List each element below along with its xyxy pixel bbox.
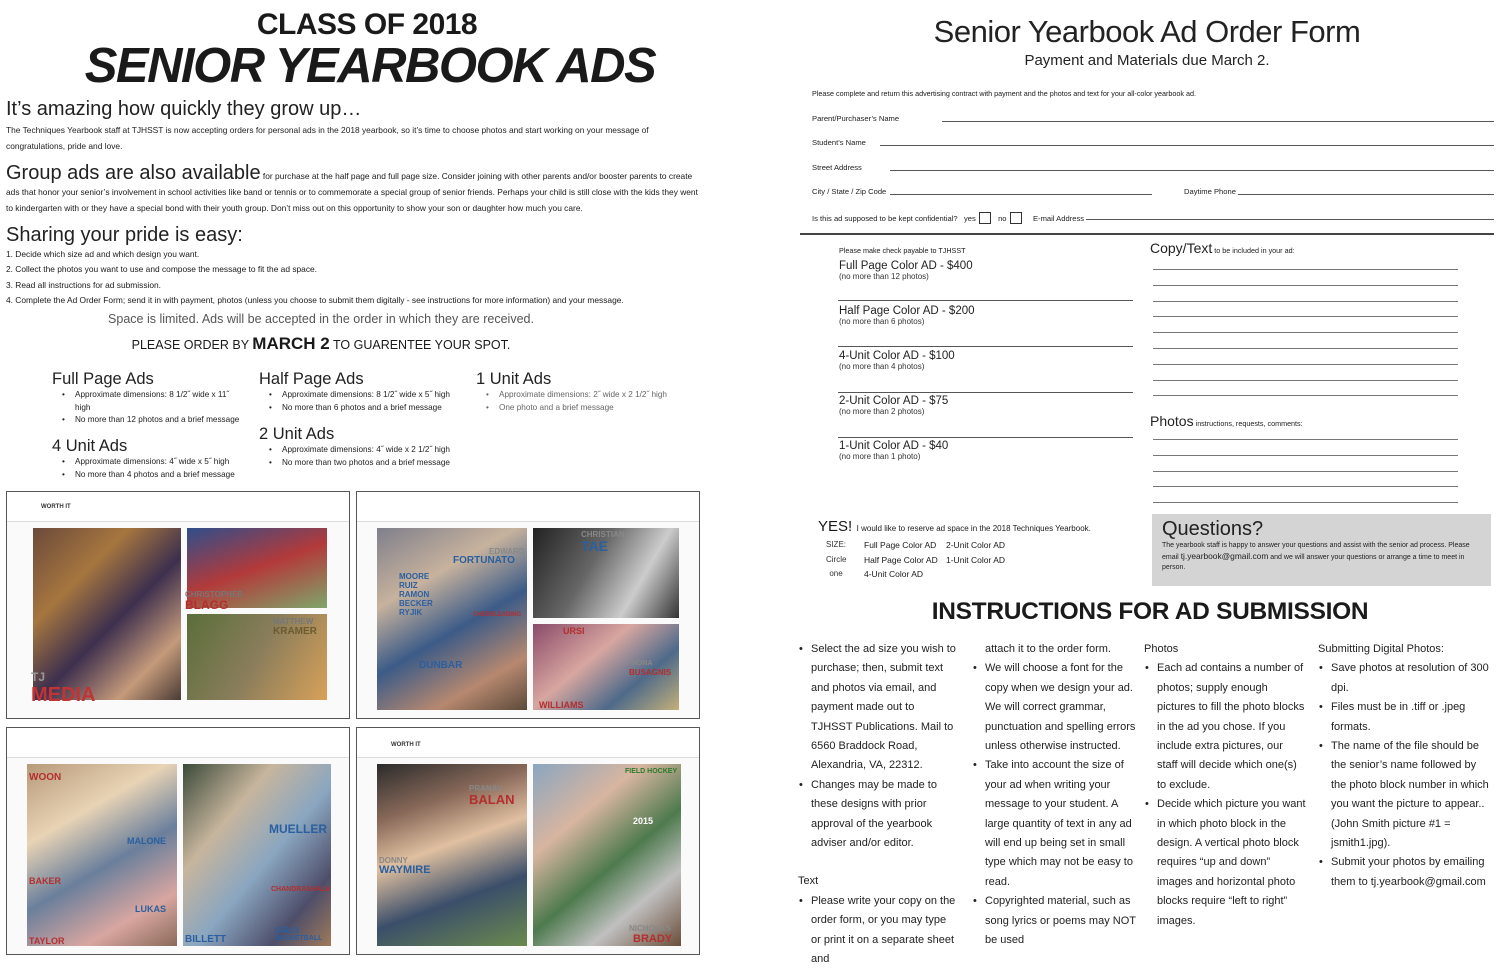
sample-name: WOON	[29, 772, 62, 783]
parent-name-field[interactable]	[942, 121, 1494, 122]
size-option[interactable]: Half Page Color AD	[864, 554, 938, 565]
student-name-field[interactable]	[880, 145, 1494, 146]
spread-header-label: WORTH IT	[391, 742, 421, 748]
sample-name: TAE	[581, 538, 608, 554]
ad-spec: • One photo and a brief message	[492, 402, 676, 415]
sample-name: BASKETBALL	[275, 935, 323, 942]
circle-label: Circle	[826, 554, 847, 564]
digital-subheading: Submitting Digital Photos:	[1318, 643, 1444, 655]
sample-name: WILLIAMS	[539, 700, 584, 710]
sample-spread-3	[6, 727, 350, 955]
option-note: (no more than 4 photos)	[839, 362, 925, 371]
questions-text: The yearbook staff is happy to answer your questions and assist with the senior ad process. Please email tj.yearbook@gmail.com and we will answer your questions or arrange a time to meet in person.	[1162, 542, 1470, 571]
street-address-field[interactable]	[890, 170, 1494, 171]
sample-name: RYJIK	[399, 608, 423, 617]
instruction-item: • We will choose a font for the copy when we design your ad. We will correct grammar, punctuation and spelling errors unless otherwise instructed.	[972, 659, 1142, 756]
sample-name: RUIZ	[399, 581, 418, 590]
sample-name: WAYMIRE	[379, 864, 431, 876]
option-note: (no more than 6 photos)	[839, 317, 925, 326]
sample-name: URSI	[563, 626, 585, 636]
instructions-col-1	[798, 640, 958, 970]
size-label: SIZE:	[826, 540, 847, 549]
one-unit-ads-block	[476, 369, 676, 414]
option-line[interactable]	[838, 300, 1133, 301]
sample-name: KRAMER	[273, 626, 317, 637]
sample-name: MONA	[631, 660, 653, 667]
ad-spec: • No more than 12 photos and a brief message	[68, 414, 242, 427]
four-unit-ads-block	[52, 436, 242, 481]
ad-spec: • Approximate dimensions: 8 1/2˝ wide x 5˝ high	[275, 389, 454, 402]
size-labels	[826, 538, 846, 582]
sample-name: 2015	[633, 816, 654, 826]
photos-heading	[1150, 413, 1303, 429]
one-unit-ads-title: 1 Unit Ads	[476, 370, 552, 388]
instructions-col-2	[972, 640, 1142, 951]
writing-line[interactable]	[1153, 301, 1458, 302]
photo-collage	[183, 764, 331, 946]
confidential-no-checkbox[interactable]	[1010, 212, 1022, 224]
sample-name: BUSAGNIS	[629, 668, 672, 677]
sample-name: MALONE	[127, 836, 166, 846]
payable-note: Please make check payable to TJHSST	[839, 246, 966, 255]
sample-name: EDWARD	[489, 547, 525, 556]
option-full-page	[839, 260, 973, 281]
size-option[interactable]: 2-Unit Color AD	[946, 540, 1006, 550]
street-address-label: Street Address	[812, 163, 862, 172]
sample-name: FIELD HOCKEY	[625, 768, 678, 775]
yes-heading: YES!	[818, 518, 853, 535]
order-post: TO GUARENTEE YOUR SPOT.	[329, 338, 511, 352]
spread-header-strip	[357, 492, 699, 522]
option-two-unit	[839, 395, 948, 416]
full-page-ads-block	[52, 369, 242, 427]
writing-line[interactable]	[1153, 332, 1458, 333]
writing-line[interactable]	[1153, 395, 1458, 396]
sample-name: BAKER	[29, 876, 62, 886]
ad-spec: • Approximate dimensions: 2˝ wide x 2 1/2˝ high	[492, 389, 676, 402]
amazing-heading: It’s amazing how quickly they grow up…	[6, 98, 362, 120]
sample-name: MUELLER	[269, 822, 327, 836]
form-subtitle: Payment and Materials due March 2.	[1024, 52, 1270, 69]
order-by-note	[0, 334, 642, 354]
sample-name: BLAGG	[185, 598, 229, 612]
confidential-row	[812, 212, 1084, 224]
group-ads-body: for purchase at the half page and full page size. Consider joining with other parents and/or booster parents to create ads that honor your senior’s involvement in school activities like band or tennis or to commemorate a special group of senior friends. Perhaps your child is still close with the kids they went to kindergarten with or they have a special bond with their youth group. Don’t miss out on this opportunity to show your son or daughter how much you care.	[6, 171, 698, 213]
option-note: (no more than 2 photos)	[839, 407, 925, 416]
writing-line[interactable]	[1153, 285, 1458, 286]
option-four-unit	[839, 350, 955, 371]
reserve-block	[818, 518, 1091, 535]
parent-name-label: Parent/Purchaser’s Name	[812, 114, 900, 123]
senior-ads-heading: SENIOR YEARBOOK ADS	[84, 39, 656, 93]
form-intro: Please complete and return this advertising contract with payment and the photos and text for your all-color yearbook ad.	[812, 89, 1196, 98]
writing-line[interactable]	[1153, 471, 1458, 472]
sample-name: TJ	[31, 670, 46, 684]
sample-name: NICHOLAS	[629, 924, 671, 933]
sharing-steps	[6, 247, 726, 309]
size-option[interactable]: Full Page Color AD	[864, 540, 937, 550]
instructions-heading: INSTRUCTIONS FOR AD SUBMISSION	[931, 598, 1369, 625]
phone-label: Daytime Phone	[1184, 187, 1236, 196]
order-pre: PLEASE ORDER BY	[131, 338, 253, 352]
instruction-continued: attach it to the order form.	[985, 643, 1111, 655]
class-of-heading: CLASS OF 2018	[256, 8, 478, 41]
option-price: 2-Unit Color AD - $75	[839, 395, 949, 407]
sample-name: CHEERLEADING	[473, 612, 522, 618]
half-page-ads-title: Half Page Ads	[259, 370, 364, 388]
sample-name: BRADY	[633, 933, 673, 945]
instruction-item: • Submit your photos by emailing them to tj.yearbook@gmail.com	[1318, 853, 1494, 892]
photo-collage	[27, 764, 177, 946]
sample-name: CHRISTOPHER	[185, 590, 244, 599]
spread-header-strip	[7, 728, 349, 758]
sample-name: FORTUNATO	[453, 555, 515, 566]
ad-spec: • Approximate dimensions: 4˝ wide x 2 1/2˝ high	[275, 444, 454, 457]
instruction-item: • The name of the file should be the senior’s name followed by the photo block number in which you want the picture to appear.. (John Smith picture #1 = jsmith1.jpg).	[1318, 737, 1494, 853]
sample-spread-1	[6, 491, 350, 719]
ad-spec: • Approximate dimensions: 4˝ wide x 5˝ high	[68, 456, 242, 469]
city-field[interactable]	[890, 194, 1152, 195]
step-item: 3. Read all instructions for ad submission.	[6, 279, 162, 290]
photos-title: Photos	[1150, 413, 1194, 429]
instruction-item: • Copyrighted material, such as song lyrics or poems may NOT be used	[972, 892, 1142, 950]
photos-subheading: Photos	[1144, 643, 1179, 655]
sample-name: BILLETT	[185, 934, 227, 945]
instruction-item: • Please write your copy on the order form, or you may type or print it on a separate sheet and	[798, 892, 958, 970]
text-subheading: Text	[798, 875, 819, 888]
step-item: 1. Decide which size ad and which design you want.	[6, 249, 200, 259]
student-name-label: Student’s Name	[812, 138, 866, 147]
spread-header-label: WORTH IT	[41, 504, 71, 510]
instructions-col-3	[1144, 640, 1306, 931]
copy-title: Copy/Text	[1150, 240, 1213, 256]
four-unit-ads-title: 4 Unit Ads	[52, 437, 128, 455]
group-ads-paragraph	[6, 162, 706, 216]
sample-name: DUNBAR	[419, 660, 463, 671]
option-line[interactable]	[838, 392, 1133, 393]
ad-spec: • No more than 6 photos and a brief message	[275, 402, 454, 415]
form-title: Senior Yearbook Ad Order Form	[933, 14, 1361, 49]
photo-collage	[33, 528, 181, 700]
phone-field[interactable]	[1238, 194, 1494, 195]
instruction-item: • Select the ad size you wish to purchase; then, submit text and photos via email, and payment made out to TJHSST Publications. Mail to 6560 Braddock Road, Alexandria, VA, 22312.	[798, 640, 958, 776]
sample-name: MOORE	[399, 572, 430, 581]
writing-line[interactable]	[1153, 502, 1458, 503]
city-label: City / State / Zip Code	[812, 187, 887, 196]
option-price: Full Page Color AD - $400	[839, 260, 973, 272]
email-field[interactable]	[1086, 219, 1494, 220]
option-note: (no more than 1 photo)	[839, 452, 921, 461]
group-ads-heading: Group ads are also available	[6, 162, 261, 184]
photos-subtitle: instructions, requests, comments:	[1193, 419, 1303, 428]
instruction-item: • Files must be in .tiff or .jpeg formats.	[1318, 698, 1494, 737]
option-half-page	[839, 305, 975, 326]
writing-line[interactable]	[1153, 439, 1458, 440]
form-divider	[800, 233, 1494, 235]
order-date: MARCH 2	[252, 334, 330, 353]
sample-spread-2	[356, 491, 700, 719]
no-label: no	[998, 214, 1007, 223]
writing-line[interactable]	[1153, 348, 1458, 349]
step-item: 2. Collect the photos you want to use and compose the message to fit the ad space.	[6, 264, 317, 275]
size-options-col1	[864, 538, 938, 582]
yes-text: I would like to reserve ad space in the 2018 Techniques Yearbook.	[856, 524, 1091, 533]
full-page-ads-title: Full Page Ads	[52, 370, 154, 388]
questions-email[interactable]: tj.yearbook@gmail.com	[1180, 551, 1269, 561]
instruction-item: • Take into account the size of your ad when writing your message to your student. A large quantity of text in any ad will end up being set in small type which may not be easy to read.	[972, 756, 1142, 892]
writing-line[interactable]	[1153, 269, 1458, 270]
option-line[interactable]	[838, 437, 1133, 438]
confidential-yes-checkbox[interactable]	[979, 212, 991, 224]
sample-name: RAMON	[399, 590, 430, 599]
two-unit-ads-title: 2 Unit Ads	[259, 425, 335, 443]
ad-spec: • No more than two photos and a brief message	[275, 457, 454, 470]
option-note: (no more than 12 photos)	[839, 272, 929, 281]
sample-name: BALAN	[469, 792, 515, 807]
copy-heading	[1150, 240, 1295, 256]
photo-collage	[533, 764, 681, 946]
instruction-item: • Each ad contains a number of photos; supply enough pictures to fill the photo blocks in the ad you chose. If you include extra pictures, our staff will decide which one(s) to exclude.	[1144, 659, 1306, 795]
two-unit-ads-block	[259, 424, 454, 469]
half-page-ads-block	[259, 369, 454, 414]
size-options-col2	[946, 538, 1005, 567]
ad-spec: • Approximate dimensions: 8 1/2˝ wide x 11˝ high	[68, 389, 242, 414]
instruction-item: • Save photos at resolution of 300 dpi.	[1318, 659, 1494, 698]
amazing-paragraph: The Techniques Yearbook staff at TJHSST is now accepting orders for personal ads in the 2018 yearbook, so it’s time to choose photos and start working on your message of congratulations, pride and love.	[6, 125, 649, 151]
size-option[interactable]: 1-Unit Color AD	[946, 554, 1006, 565]
writing-line[interactable]	[1153, 455, 1458, 456]
one-label: one	[829, 569, 843, 578]
ad-spec: • No more than 4 photos and a brief message	[68, 469, 242, 482]
instruction-item: • Changes may be made to these designs with prior approval of the yearbook adviser and/or editor.	[798, 776, 958, 854]
sharing-heading: Sharing your pride is easy:	[6, 224, 243, 246]
writing-line[interactable]	[1153, 316, 1458, 317]
space-limited-note: Space is limited. Ads will be accepted in the order in which they are received.	[108, 312, 534, 326]
sample-name: TAYLOR	[29, 936, 65, 946]
option-price: 4-Unit Color AD - $100	[839, 350, 955, 362]
sample-name: LUKAS	[135, 904, 166, 914]
writing-line[interactable]	[1153, 364, 1458, 365]
option-line[interactable]	[838, 346, 1133, 347]
photo-collage	[533, 624, 679, 710]
option-one-unit	[839, 440, 948, 461]
yes-label: yes	[964, 214, 976, 223]
confidential-label: Is this ad supposed to be kept confidential?	[812, 214, 958, 223]
questions-heading: Questions?	[1162, 518, 1264, 540]
sample-name: CHRISTIAN	[581, 530, 625, 539]
instructions-col-4	[1318, 640, 1494, 892]
email-label: E-mail Address	[1032, 214, 1085, 223]
sample-name: DONNY	[379, 856, 408, 865]
sample-name: MEDIA	[31, 684, 96, 706]
sample-name: CHANDRASHALA	[271, 886, 331, 893]
sample-name: GIRLS	[275, 926, 300, 935]
writing-line[interactable]	[1153, 380, 1458, 381]
step-item: 4. Complete the Ad Order Form; send it in with payment, photos (unless you choose to submit them digitally - see instructions for more information) and your message.	[6, 295, 624, 306]
sample-name: BECKER	[399, 599, 433, 608]
instruction-item: • Decide which picture you want in which photo block in the design. A vertical photo block requires “up and down” images and horizontal photo blocks require “left to right” images.	[1144, 795, 1306, 931]
option-price: 1-Unit Color AD - $40	[839, 440, 949, 452]
sample-spread-4	[356, 727, 700, 955]
questions-box	[1152, 514, 1491, 586]
option-price: Half Page Color AD - $200	[839, 305, 975, 317]
sample-name: PRANAV	[469, 784, 503, 793]
writing-line[interactable]	[1153, 486, 1458, 487]
size-option[interactable]: 4-Unit Color AD	[864, 569, 924, 579]
copy-subtitle: to be included in your ad:	[1212, 246, 1295, 255]
sample-name: MATTHEW	[273, 617, 314, 626]
